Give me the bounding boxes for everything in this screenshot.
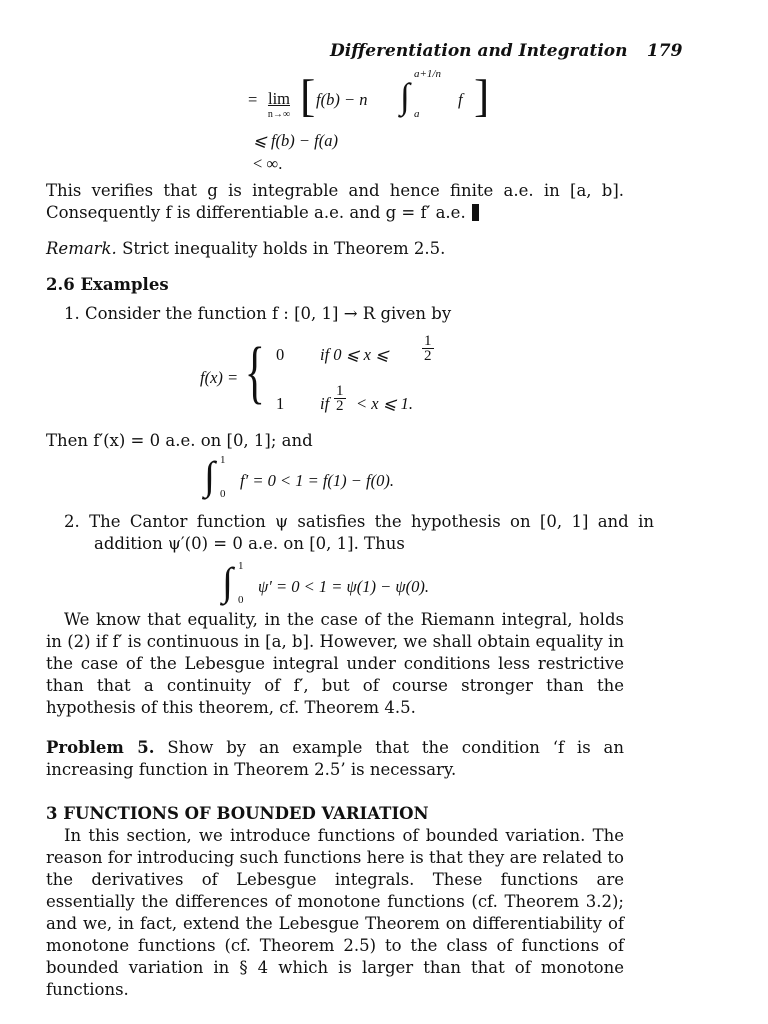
integral-lower-limit: 0	[220, 488, 226, 500]
case-1-value: 0	[276, 345, 285, 364]
lim-text: lim	[267, 89, 290, 108]
proof-conclusion-text: This verifies that g is integrable and hence finite a.e. in [a, b]. Consequently f is differentiable a.e. and g = f′ a.e.	[46, 181, 624, 222]
section-3-heading: 3 FUNCTIONS OF BOUNDED VARIATION	[46, 804, 429, 823]
integral-upper-limit: 1	[220, 454, 226, 466]
running-title: Differentiation and Integration	[330, 41, 628, 61]
right-bracket: ]	[474, 70, 490, 121]
case-2-value: 1	[276, 394, 285, 413]
integral-upper-limit: 1	[238, 560, 244, 572]
case-2-if: if	[320, 394, 330, 413]
equals-sign: =	[248, 90, 258, 109]
left-brace: {	[244, 334, 265, 411]
qed-symbol	[472, 204, 479, 221]
remark-text: Strict inequality holds in Theorem 2.5.	[122, 239, 446, 258]
integral-upper-limit: a+1/n	[414, 68, 441, 80]
proof-conclusion	[46, 180, 624, 224]
problem-label: Problem 5.	[46, 738, 155, 757]
integral-equation: ψ′ = 0 < 1 = ψ(1) − ψ(0).	[258, 577, 429, 596]
lim-subscript: n→∞	[267, 109, 291, 120]
example-2-text: 2. The Cantor function ψ satisfies the hypothesis on [0, 1] and in addition ψ′(0) = 0 a.e. on [0, 1]. Thus	[64, 512, 654, 553]
case-1-condition: if 0 ⩽ x ⩽	[320, 345, 389, 364]
left-bracket: [	[300, 70, 316, 121]
integral-sign: ∫	[400, 76, 410, 116]
problem-text: Show by an example that the condition ‘f is an increasing function in Theorem 2.5’ is necessary.	[46, 738, 625, 779]
integral-sign: ∫	[204, 453, 215, 498]
example-1-intro: 1. Consider the function f : [0, 1] → R given by	[64, 304, 452, 323]
case-1-fraction	[422, 334, 434, 363]
fraction-denominator: 2	[336, 398, 344, 414]
integral-lower-limit: a	[414, 108, 420, 120]
equality-paragraph: We know that equality, in the case of the Riemann integral, holds in (2) if f′ is continuous in [a, b]. However, we shall obtain equality in the case of the Lebesgue integral under conditions less restrictive than that a continuity of f′, but of course stronger than the hypothesis of this theorem, cf. Theorem 4.5.	[46, 610, 624, 717]
example-1-then: Then f′(x) = 0 a.e. on [0, 1]; and	[46, 431, 313, 450]
examples-heading: 2.6 Examples	[46, 275, 169, 294]
case-2-fraction	[334, 384, 346, 413]
integrand: f	[458, 90, 463, 109]
running-header	[330, 40, 682, 62]
integral-lower-limit: 0	[238, 594, 244, 606]
fraction-denominator: 2	[424, 348, 432, 364]
inequality-line: ⩽ f(b) − f(a)	[253, 131, 338, 150]
fx-label: f(x) =	[200, 368, 239, 387]
problem-5	[46, 737, 624, 781]
integral-equation: f′ = 0 < 1 = f(1) − f(0).	[240, 471, 395, 490]
infinity-line: < ∞.	[253, 154, 283, 173]
page-number: 179	[646, 41, 683, 61]
example-1-integral	[204, 454, 464, 502]
limit-expression: f(b) − n	[316, 90, 368, 109]
lim-operator	[262, 88, 296, 120]
case-2-condition: < x ⩽ 1.	[356, 394, 414, 413]
fraction-numerator: 1	[424, 333, 432, 349]
example-2-integral	[222, 560, 482, 608]
fraction-numerator: 1	[336, 383, 344, 399]
integral-sign: ∫	[222, 559, 233, 604]
remark-label: Remark.	[46, 239, 117, 258]
remark	[46, 238, 624, 260]
section-3-paragraph: In this section, we introduce functions of bounded variation. The reason for introducing such functions here is that they are related to the derivatives of Lebesgue integrals. These functions are essentially the differences of monotone functions (cf. Theorem 3.2); and we, in fact, extend the Lebesgue Theorem on differentiability of monotone functions (cf. Theorem 2.5) to the class of functions of bounded variation in § 4 which is larger than that of monotone functions.	[46, 826, 624, 999]
piecewise-definition	[200, 334, 460, 418]
